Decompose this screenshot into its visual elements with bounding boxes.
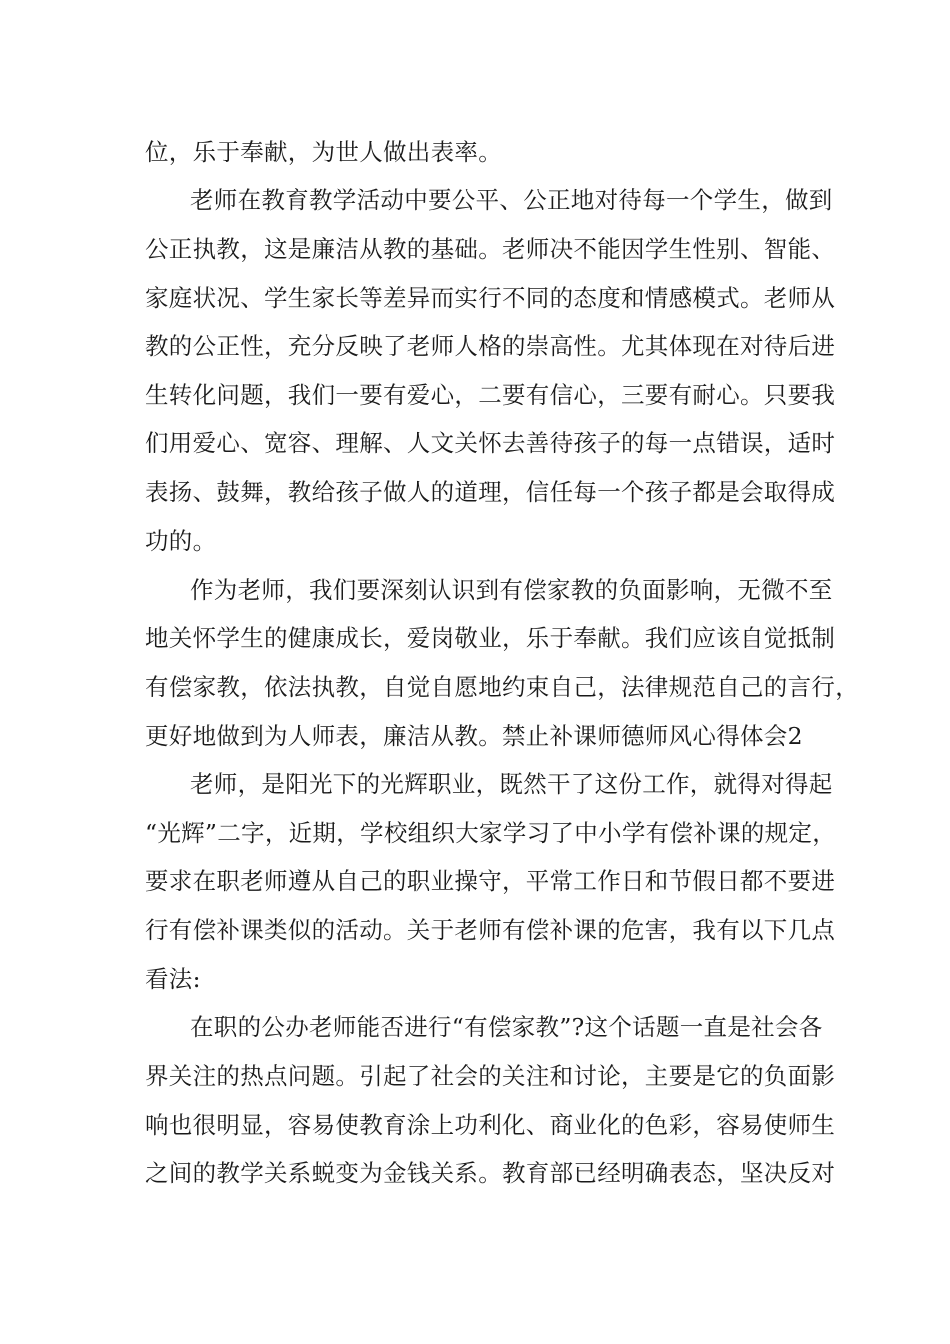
text-line: “光辉”二字，近期，学校组织大家学习了中小学有偿补课的规定， xyxy=(145,819,837,847)
paragraph-first-line: 在职的公办老师能否进行“有偿家教”?这个话题一直是社会各 xyxy=(190,1013,823,1041)
paragraph-first-line: 老师在教育教学活动中要公平、公正地对待每一个学生，做到 xyxy=(190,186,833,214)
text-line: 家庭状况、学生家长等差异而实行不同的态度和情感模式。老师从 xyxy=(145,284,836,312)
text-line: 看法: xyxy=(145,965,201,993)
text-line: 响也很明显，容易使教育涂上功利化、商业化的色彩，容易使师生 xyxy=(145,1111,836,1139)
text-line: 们用爱心、宽容、理解、人文关怀去善待孩子的每一点错误，适时 xyxy=(145,429,836,457)
text-line: 界关注的热点问题。引起了社会的关注和讨论，主要是它的负面影 xyxy=(145,1062,836,1090)
text-line: 地关怀学生的健康成长，爱岗敬业，乐于奉献。我们应该自觉抵制 xyxy=(145,624,836,652)
paragraph-first-line: 作为老师，我们要深刻认识到有偿家教的负面影响，无微不至 xyxy=(190,576,833,604)
text-line: 功的。 xyxy=(145,527,217,555)
paragraph-first-line: 老师，是阳光下的光辉职业，既然干了这份工作，就得对得起 xyxy=(190,770,833,798)
text-line: 要求在职老师遵从自己的职业操守，平常工作日和节假日都不要进 xyxy=(145,867,836,895)
text-line: 之间的教学关系蜕变为金钱关系。教育部已经明确表态，坚决反对 xyxy=(145,1159,836,1187)
text-line: 生转化问题，我们一要有爱心，二要有信心，三要有耐心。只要我 xyxy=(145,381,836,409)
text-line: 更好地做到为人师表，廉洁从教。禁止补课师德师风心得体会2 xyxy=(145,722,803,750)
text-line: 教的公正性，充分反映了老师人格的崇高性。尤其体现在对待后进 xyxy=(145,332,836,360)
text-line: 公正执教，这是廉洁从教的基础。老师决不能因学生性别、智能、 xyxy=(145,235,836,263)
text-line: 有偿家教，依法执教，自觉自愿地约束自己，法律规范自己的言行， xyxy=(145,673,859,701)
text-line: 行有偿补课类似的活动。关于老师有偿补课的危害，我有以下几点 xyxy=(145,916,836,944)
text-line: 表扬、鼓舞，教给孩子做人的道理，信任每一个孩子都是会取得成 xyxy=(145,478,836,506)
text-line: 位，乐于奉献，为世人做出表率。 xyxy=(145,138,502,166)
